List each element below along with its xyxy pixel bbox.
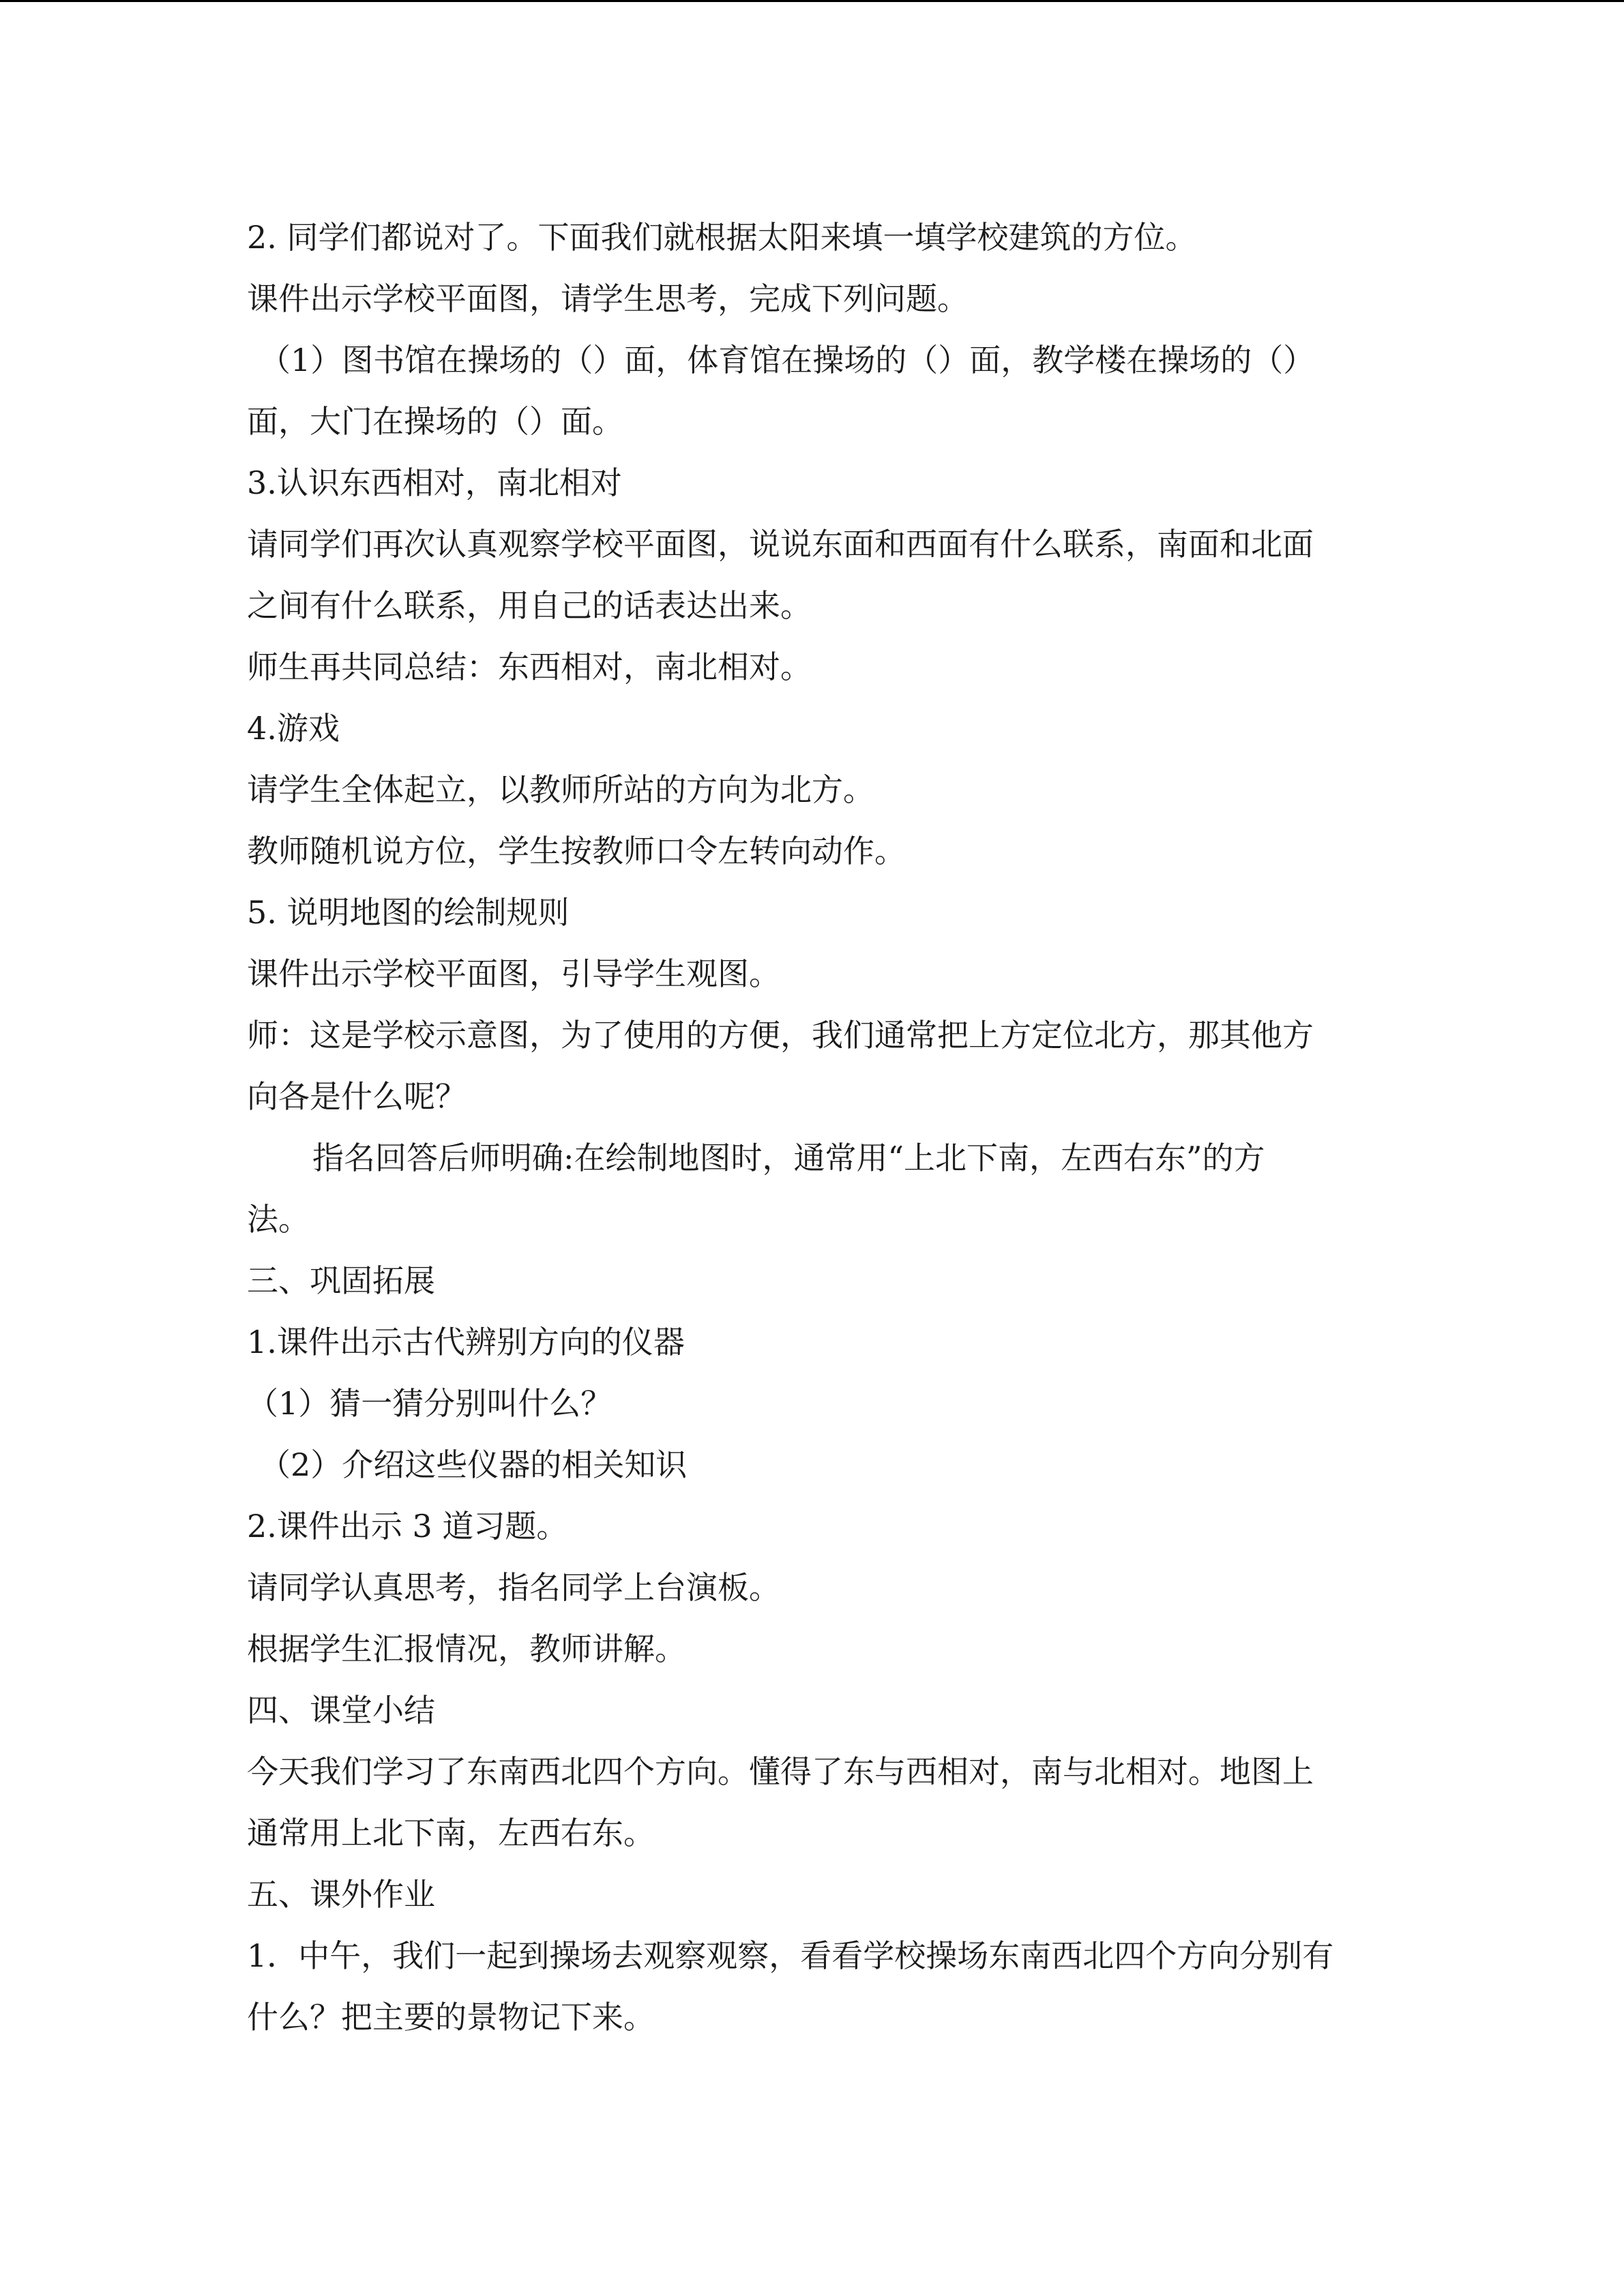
section-heading: 五、课外作业 bbox=[247, 1876, 435, 1913]
paragraph-line: 面，大门在操场的（）面。 bbox=[247, 403, 623, 440]
paragraph-line: （2）介绍这些仪器的相关知识 bbox=[259, 1446, 688, 1483]
paragraph-line: （1）图书馆在操场的（）面，体育馆在操场的（）面，教学楼在操场的（） bbox=[259, 342, 1315, 378]
paragraph-line: 请同学们再次认真观察学校平面图，说说东面和西面有什么联系，南面和北面 bbox=[247, 526, 1314, 563]
section-heading: 3.认识东西相对，南北相对 bbox=[247, 464, 622, 501]
paragraph-line: 之间有什么联系，用自己的话表达出来。 bbox=[247, 587, 812, 624]
paragraph-line: 请学生全体起立，以教师所站的方向为北方。 bbox=[247, 771, 874, 808]
paragraph-line: 根据学生汇报情况，教师讲解。 bbox=[247, 1630, 686, 1667]
paragraph-line: 师：这是学校示意图，为了使用的方便，我们通常把上方定位北方，那其他方 bbox=[247, 1017, 1314, 1054]
paragraph-line: 课件出示学校平面图，请学生思考，完成下列问题。 bbox=[247, 280, 969, 317]
paragraph-line: 通常用上北下南，左西右东。 bbox=[247, 1815, 655, 1851]
paragraph-line: 法。 bbox=[247, 1201, 310, 1238]
paragraph-line: 教师随机说方位，学生按教师口令左转向动作。 bbox=[247, 833, 906, 869]
section-heading: 4.游戏 bbox=[247, 710, 340, 747]
paragraph-line: 指名回答后师明确:在绘制地图时，通常用“上北下南，左西右东”的方 bbox=[312, 1139, 1265, 1176]
page-top-border bbox=[0, 0, 1624, 2]
paragraph-line: （1）猜一猜分别叫什么？ bbox=[247, 1385, 612, 1422]
section-heading: 四、课堂小结 bbox=[247, 1692, 435, 1729]
paragraph-line: 请同学认真思考，指名同学上台演板。 bbox=[247, 1569, 780, 1606]
section-heading: 三、巩固拓展 bbox=[247, 1262, 435, 1299]
section-heading: 2.课件出示 3 道习题。 bbox=[247, 1508, 568, 1545]
paragraph-line: 师生再共同总结：东西相对，南北相对。 bbox=[247, 648, 812, 685]
paragraph-line: 什么？把主要的景物记下来。 bbox=[247, 1999, 655, 2036]
paragraph-line: 今天我们学习了东南西北四个方向。懂得了东与西相对，南与北相对。地图上 bbox=[247, 1753, 1314, 1790]
paragraph-line: 课件出示学校平面图，引导学生观图。 bbox=[247, 955, 780, 992]
paragraph-line: 1．中午，我们一起到操场去观察观察，看看学校操场东南西北四个方向分别有 bbox=[247, 1937, 1334, 1974]
paragraph-line: 2. 同学们都说对了。下面我们就根据太阳来填一填学校建筑的方位。 bbox=[247, 219, 1197, 256]
section-heading: 5. 说明地图的绘制规则 bbox=[247, 894, 570, 931]
section-heading: 1.课件出示古代辨别方向的仪器 bbox=[247, 1324, 685, 1360]
paragraph-line: 向各是什么呢？ bbox=[247, 1078, 467, 1115]
